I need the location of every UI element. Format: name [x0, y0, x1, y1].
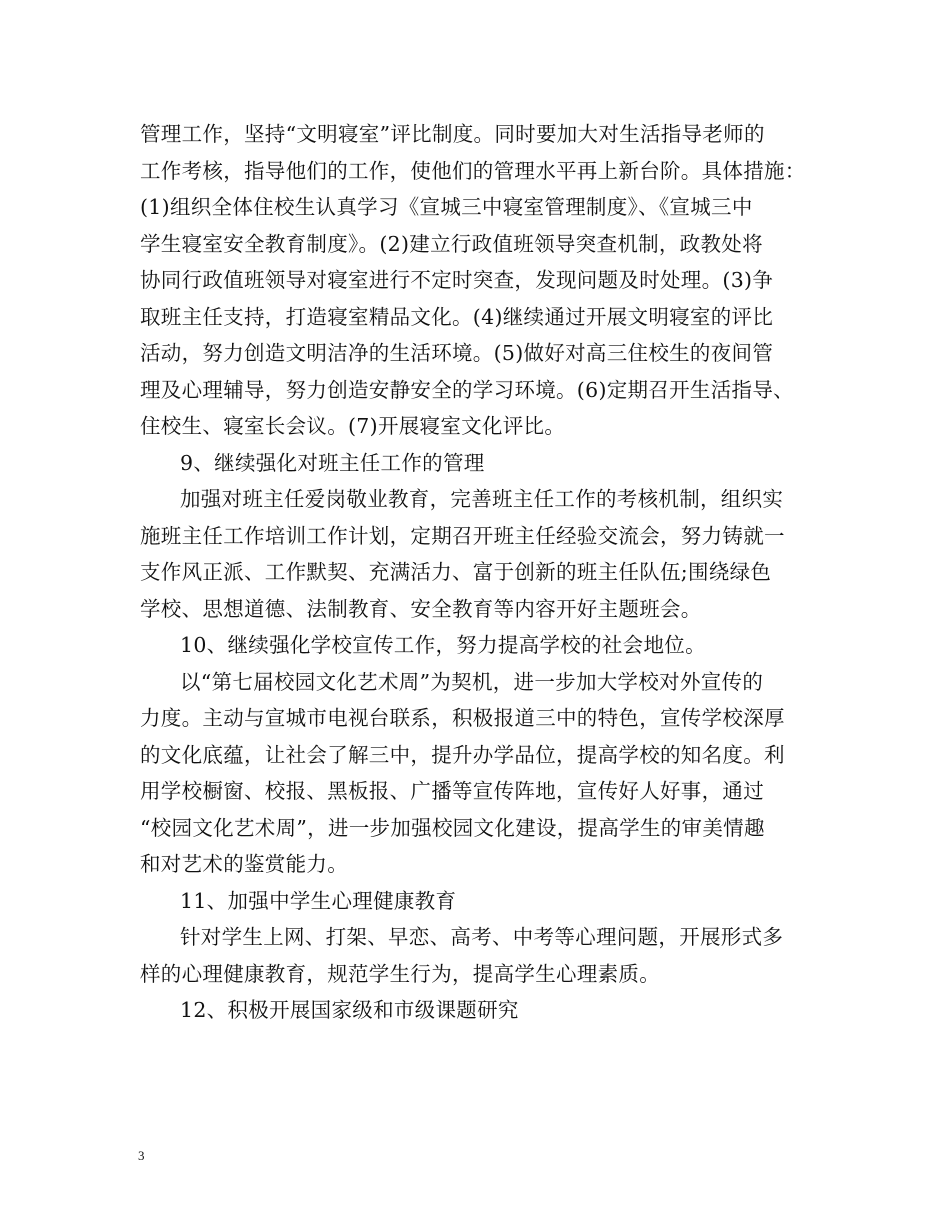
section-heading: 12、积极开展国家级和市级课题研究 — [180, 998, 519, 1022]
text-line: 针对学生上网、打架、早恋、高考、中考等心理问题，开展形式多 — [180, 925, 784, 949]
document-body — [140, 116, 812, 1029]
text-line: 住校生、寝室长会议。(7)开展寝室文化评比。 — [140, 414, 566, 438]
section-heading: 9、继续强化对班主任工作的管理 — [180, 450, 485, 475]
text-line: 工作考核，指导他们的工作，使他们的管理水平再上新台阶。具体措施： — [140, 158, 806, 183]
text-line: 力度。主动与宣城市电视台联系，积极报道三中的特色，宣传学校深厚 — [140, 706, 785, 730]
text-line: 管理工作，坚持“文明寝室”评比制度。同时要加大对生活指导老师的 — [140, 122, 765, 146]
text-line: 学生寝室安全教育制度》。(2)建立行政值班领导突查机制，政教处将 — [140, 231, 763, 256]
section-heading: 11、加强中学生心理健康教育 — [180, 888, 457, 913]
text-line: 活动，努力创造文明洁净的生活环境。(5)做好对高三住校生的夜间管 — [140, 341, 774, 365]
text-line: 理及心理辅导，努力创造安静安全的学习环境。(6)定期召开生活指导、 — [140, 377, 794, 402]
text-line: 施班主任工作培训工作计划，定期召开班主任经验交流会，努力铸就一 — [140, 523, 785, 548]
text-line: 以“第七届校园文化艺术周”为契机，进一步加大学校对外宣传的 — [180, 669, 764, 694]
text-line: 用学校橱窗、校报、黑板报、广播等宣传阵地，宣传好人好事，通过 — [140, 779, 764, 803]
text-line: 的文化底蕴，让社会了解三中，提升办学品位，提高学校的知名度。利 — [140, 742, 785, 767]
page-number: 3 — [138, 1148, 145, 1163]
text-line: 支作风正派、工作默契、充满活力、富于创新的班主任队伍;围绕绿色 — [140, 560, 772, 584]
text-line: 样的心理健康教育，规范学生行为，提高学生心理素质。 — [140, 961, 660, 986]
text-line: 和对艺术的鉴赏能力。 — [140, 852, 348, 876]
text-line: 学校、思想道德、法制教育、安全教育等内容开好主题班会。 — [140, 596, 702, 621]
text-line: 取班主任支持，打造寝室精品文化。(4)继续通过开展文明寝室的评比 — [140, 304, 774, 329]
text-line: “校园文化艺术周”，进一步加强校园文化建设，提高学生的审美情趣 — [140, 815, 765, 840]
text-line: (1)组织全体住校生认真学习《宣城三中寝室管理制度》、《宣城三中 — [140, 195, 753, 219]
text-line: 协同行政值班领导对寝室进行不定时突查，发现问题及时处理。(3)争 — [140, 268, 774, 292]
text-line: 加强对班主任爱岗敬业教育，完善班主任工作的考核机制，组织实 — [180, 487, 784, 511]
section-heading: 10、继续强化学校宣传工作，努力提高学校的社会地位。 — [180, 633, 706, 657]
